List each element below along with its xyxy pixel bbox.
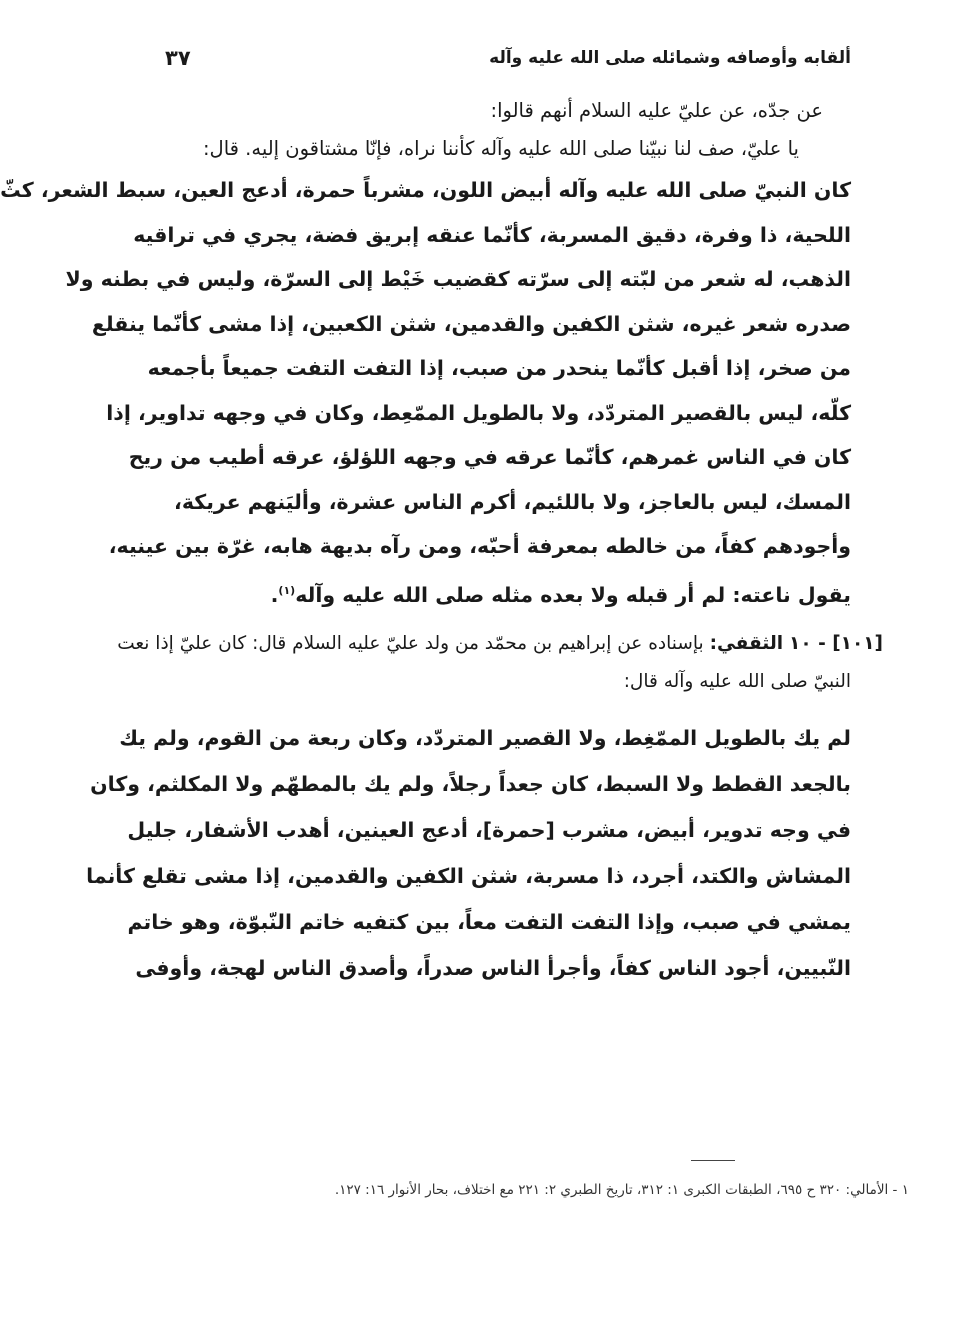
hadith-line: المسك، ليس بالعاجز، ولا باللئيم، أكرم الناس عشرة، وأليَنهم عريكة، [174, 489, 851, 514]
hadith-line: كان في الناس غمرهم، كأنّما عرقه في وجهه اللؤلؤ، عرقه أطيب من ريح [128, 445, 851, 469]
hadith-line: كان النبيّ صلى الله عليه وآله أبيض اللون، مشرباً حمرة، أدعج العين، سبط الشعر، كثّ [0, 178, 851, 202]
hadith-line: الذهب، له شعر من لبّته إلى سرّته كقضيب خَيْط إلى السرّة، وليس في بطنه ولا [65, 267, 851, 291]
hadith-line: وأجودهم كفاً، من خالطه بمعرفة أحبّه، ومن رآه بديهة هابه، غرّة بين عينيه، [108, 534, 851, 558]
intro-line: يا عليّ، صف لنا نبيّنا صلى الله عليه وآله كأننا نراه، فإنّا مشتاقون إليه. قال: [202, 137, 799, 160]
hadith2-line: النّبيين، أجود الناس كفاً، وأجرأ الناس صدراً، وأصدق الناس لهجة، وأوفى [135, 955, 851, 980]
hadith2-line: يمشي في صبب، وإذا التفت التفت معاً، بين كتفيه خاتم النّبوّة، وهو خاتم [127, 909, 851, 934]
narration-line: النبيّ صلى الله عليه وآله قال: [623, 670, 851, 692]
hadith2-line: المشاش والكتد، أجرد، ذا مسربة، شثن الكفين والقدمين، إذا مشى تقلع كأنما [86, 863, 851, 888]
page-body [0, 92, 883, 991]
hadith-line: صدره شعر غيره، شثن الكفين والقدمين، شثن الكعبين، إذا مشى كأنّما ينقلع [91, 311, 851, 336]
page-number: ٣٧ [165, 46, 191, 70]
narration-number: [١٠١] - ١٠ [789, 632, 883, 654]
footnote-divider [691, 1160, 735, 1161]
hadith2-line: لم يك بالطويل الممّغِط، ولا القصير المتردّد، وكان ربعة من القوم، ولم يك [119, 725, 851, 750]
hadith-line: من صخر، إذا أقبل كأنّما ينحدر من صبب، إذا التفت التفت جميعاً بأجمعه [147, 356, 851, 380]
footnote-marker: (١) [278, 583, 296, 597]
footnote: ١ - الأمالي: ٣٢٠ ح ٦٩٥، الطبقات الكبرى ١: ٣١٢، تاريخ الطبري ٢: ٢٢١ مع اختلاف، بحار الأنوار ١٦: ١٢٧. [334, 1182, 909, 1198]
running-title: ألقابه وأوصافه وشمائله صلى الله عليه وآله [489, 48, 851, 68]
hadith-line-text: يقول ناعته: لم أر قبله ولا بعده مثله صلى الله عليه وآله [295, 582, 851, 607]
hadith-section-2 [86, 715, 851, 991]
hadith-line: كلّه، ليس بالقصير المتردّد، ولا بالطويل الممّعِط، وكان في وجهه تداوير، إذا [106, 400, 851, 425]
hadith-line: اللحية، ذا وفرة، دقيق المسربة، كأنّما عنقه إبريق فضة، يجري في تراقيه [133, 222, 851, 247]
narration-source: الثقفي: [709, 632, 784, 654]
hadith-last-line: يقول ناعته: لم أر قبله ولا بعده مثله صلى الله عليه وآله$^{(١)}$. [270, 582, 851, 607]
narration-text: بإسناده عن إبراهيم بن محمّد من ولد عليّ عليه السلام قال: كان عليّ إذا نعت [117, 632, 704, 654]
hadith2-line: بالجعد القطط ولا السبط، كان جعداً رجلاً، ولم يك بالمطهّم ولا المكلثم، وكان [90, 771, 851, 796]
intro-line: عن جدّه، عن عليّ عليه السلام أنهم قالوا: [490, 99, 823, 122]
page-header [165, 40, 851, 76]
narration-header [117, 625, 883, 663]
hadith2-line: في وجه تدوير، أبيض، مشرب [حمرة]، أدعج العينين، أهدب الأشفار، جليل [127, 817, 851, 842]
